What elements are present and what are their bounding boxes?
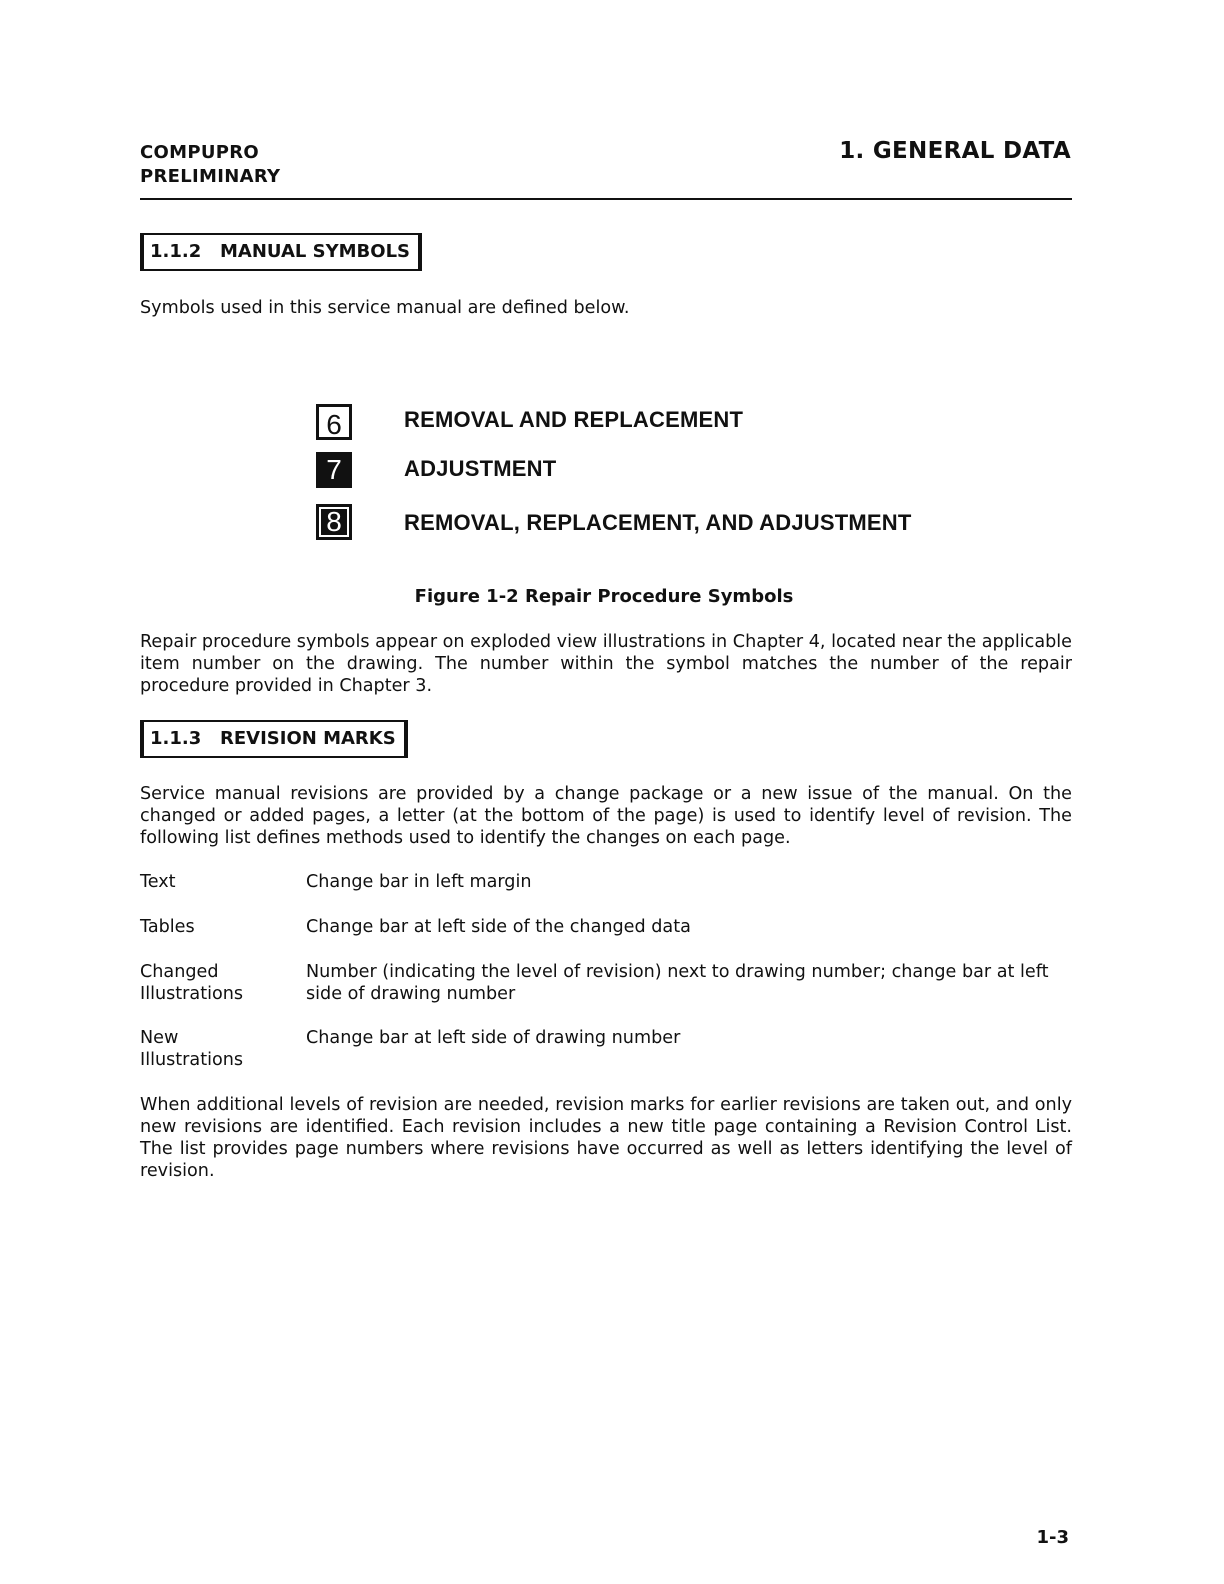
symbol-glyph: 8 <box>321 509 347 535</box>
method-description: Change bar at left side of the changed data <box>306 917 691 937</box>
section-title: REVISION MARKS <box>220 728 396 749</box>
method-description: Change bar at left side of drawing number <box>306 1028 681 1048</box>
header-status: PRELIMINARY <box>140 166 281 187</box>
chapter-title: 1. GENERAL DATA <box>839 138 1071 164</box>
symbol-removal-replacement-adjustment-icon <box>316 504 352 540</box>
method-term <box>140 871 176 893</box>
header-left <box>140 141 280 189</box>
header-company: COMPUPRO <box>140 142 259 163</box>
method-term <box>140 916 195 938</box>
method-term-line: Illustrations <box>140 984 244 1004</box>
figure-caption: Figure 1-2 Repair Procedure Symbols <box>414 586 794 607</box>
method-term-line: New <box>140 1028 179 1048</box>
section-heading-revision-marks <box>140 720 408 758</box>
section-number: 1.1.2 <box>150 241 202 262</box>
symbols-intro: Symbols used in this service manual are defined below. <box>140 298 630 318</box>
method-description: Number (indicating the level of revision) next to drawing number; change bar at left side of drawing number <box>306 962 1049 1004</box>
symbol-label-adjustment: ADJUSTMENT <box>404 456 557 481</box>
section-number: 1.1.3 <box>150 728 202 749</box>
header-divider <box>140 198 1072 200</box>
section-heading-manual-symbols <box>140 233 422 271</box>
revision-intro: Service manual revisions are provided by a change package or a new issue of the manual. On the changed or added pages, a letter (at the bottom of the page) is used to identify level of revision. The following list defines methods used to identify the changes on each page. <box>140 784 1072 848</box>
method-term <box>140 1027 243 1071</box>
symbol-adjustment-icon: 7 <box>316 452 352 488</box>
page-number: 1-3 <box>1036 1527 1069 1548</box>
method-term-line: Changed <box>140 962 219 982</box>
symbol-label-removal-replacement: REMOVAL AND REPLACEMENT <box>404 407 744 432</box>
section-title: MANUAL SYMBOLS <box>220 241 411 262</box>
method-term <box>140 961 243 1005</box>
symbol-label-removal-replacement-adjustment: REMOVAL, REPLACEMENT, AND ADJUSTMENT <box>404 510 912 535</box>
method-term-line: Illustrations <box>140 1050 244 1070</box>
symbol-removal-replacement-icon: 6 <box>316 404 352 440</box>
closing-paragraph: When additional levels of revision are needed, revision marks for earlier revisions are taken out, and only new revisions are identified. Each revision includes a new title page containing a Revision Control List. The list provides page numbers where revisions have occurred as well as letters identifying the level of revision. <box>140 1095 1072 1181</box>
method-description: Change bar in left margin <box>306 872 532 892</box>
method-term-line: Tables <box>140 917 195 937</box>
repair-paragraph: Repair procedure symbols appear on exploded view illustrations in Chapter 4, located near the applicable item number on the drawing. The number within the symbol matches the number of the repair procedure provided in Chapter 3. <box>140 632 1072 696</box>
method-term-line: Text <box>140 872 176 892</box>
